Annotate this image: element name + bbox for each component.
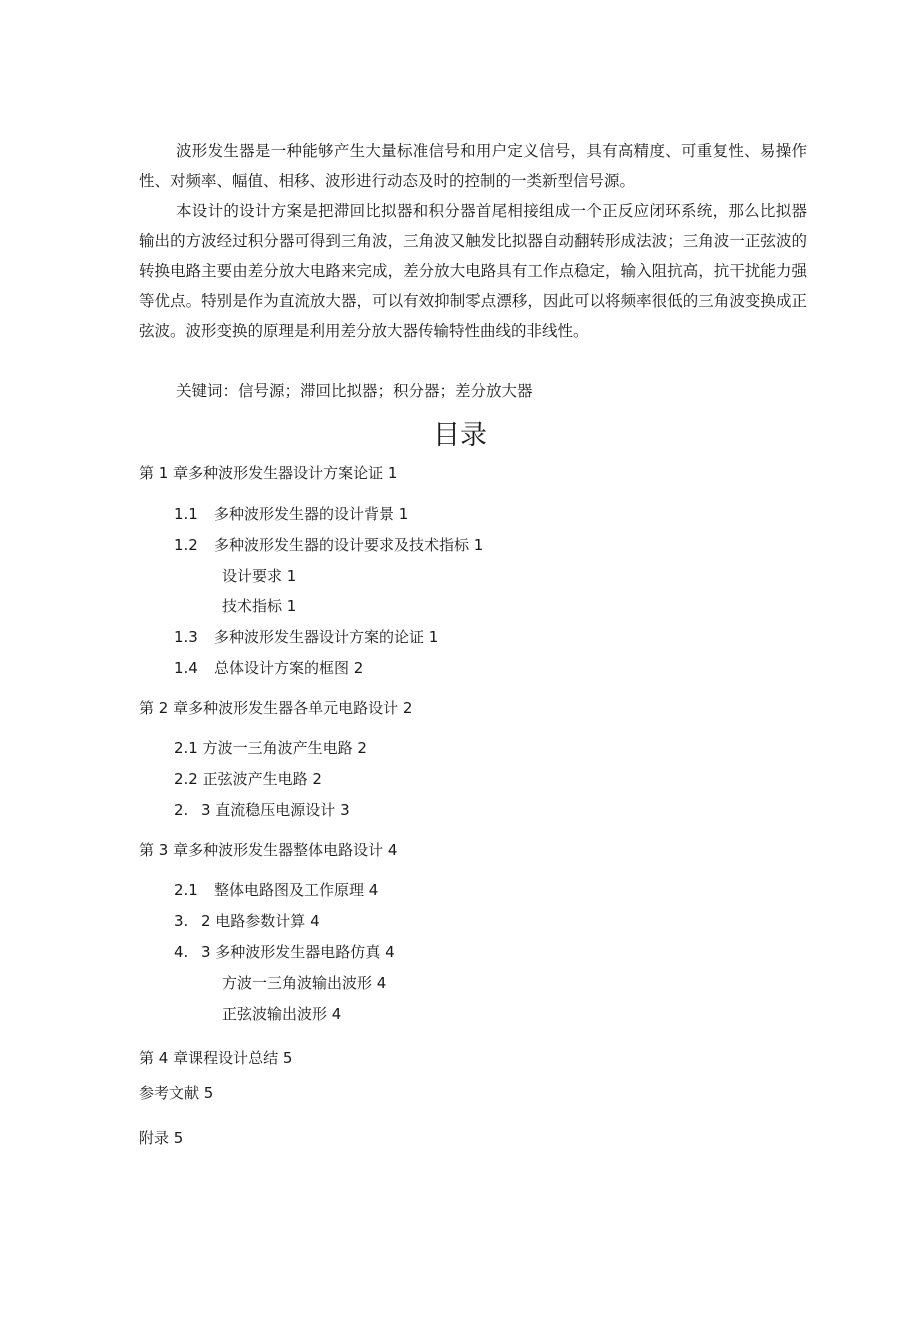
- toc-entry-text: 第 1 章多种波形发生器设计方案论证 1: [139, 464, 398, 482]
- toc-entry-text: 3 多种波形发生器电路仿真 4: [201, 943, 395, 961]
- toc-subsection-sine-output[interactable]: [222, 1003, 341, 1025]
- toc-section-2-1[interactable]: [174, 737, 367, 759]
- toc-entry-text: 总体设计方案的框图 2: [214, 659, 364, 677]
- toc-subsection-design-requirements[interactable]: [222, 565, 296, 587]
- abstract-paragraph-2: 本设计的设计方案是把滞回比拟器和积分器首尾相接组成一个正反应闭环系统，那么比拟器输出的方波经过积分器可得到三角波，三角波又触发比拟器自动翻转形成法波；三角波一正弦波的转换电路主要由差分放大电路来完成，差分放大电路具有工作点稳定，输入阻抗高，抗干扰能力强等优点。特别是作为直流放大器，可以有效抑制零点漂移，因此可以将频率很低的三角波变换成正弦波。波形变换的原理是利用差分放大器传输特性曲线的非线性。: [139, 202, 807, 340]
- toc-entry-text: 方波一三角波输出波形 4: [222, 974, 387, 992]
- toc-chapter-3[interactable]: [139, 839, 397, 861]
- toc-entry-text: 设计要求 1: [222, 567, 297, 585]
- toc-entry-number: 1.1: [174, 505, 198, 523]
- abstract-section: [139, 136, 807, 406]
- toc-entry-text: 多种波形发生器的设计背景 1: [214, 505, 409, 523]
- toc-entry-text: 整体电路图及工作原理 4: [214, 881, 379, 899]
- toc-entry-text: 第 2 章多种波形发生器各单元电路设计 2: [139, 699, 413, 717]
- toc-subsection-square-triangle-output[interactable]: [222, 972, 386, 994]
- keywords-line: 关键词：信号源；滞回比拟器；积分器；差分放大器: [176, 382, 533, 400]
- toc-entry-text: 2.2 正弦波产生电路 2: [174, 770, 322, 788]
- toc-references[interactable]: [139, 1082, 213, 1104]
- toc-entry-number: 1.2: [174, 536, 198, 554]
- toc-chapter-4[interactable]: [139, 1047, 292, 1069]
- toc-entry-number: 2.: [174, 801, 189, 819]
- toc-entry-number: 3.: [174, 912, 189, 930]
- toc-entry-text: 多种波形发生器设计方案的论证 1: [214, 628, 439, 646]
- toc-section-3-1[interactable]: [174, 879, 378, 901]
- toc-title: 目录: [433, 420, 487, 451]
- toc-section-3-3[interactable]: [174, 941, 395, 963]
- toc-entry-text: 技术指标 1: [222, 597, 297, 615]
- toc-entry-text: 2 电路参数计算 4: [201, 912, 320, 930]
- toc-chapter-2[interactable]: [139, 697, 412, 719]
- toc-entry-text: 2.1 方波一三角波产生电路 2: [174, 739, 367, 757]
- toc-entry-number: 2.1: [174, 881, 198, 899]
- toc-chapter-1[interactable]: [139, 462, 397, 484]
- toc-section-1-1[interactable]: [174, 503, 408, 525]
- toc-entry-text: 正弦波输出波形 4: [222, 1005, 342, 1023]
- toc-entry-number: 1.4: [174, 659, 198, 677]
- toc-entry-number: 4.: [174, 943, 189, 961]
- toc-entry-text: 3 直流稳压电源设计 3: [201, 801, 350, 819]
- toc-section-1-4[interactable]: [174, 657, 363, 679]
- toc-entry-text: 第 3 章多种波形发生器整体电路设计 4: [139, 841, 398, 859]
- toc-entry-text: 多种波形发生器的设计要求及技术指标 1: [214, 536, 484, 554]
- toc-entry-text: 附录 5: [139, 1129, 184, 1147]
- toc-entry-text: 参考文献 5: [139, 1084, 214, 1102]
- toc-subsection-technical-specs[interactable]: [222, 595, 296, 617]
- toc-entry-number: 1.3: [174, 628, 198, 646]
- toc-section-1-3[interactable]: [174, 626, 438, 648]
- toc-section-3-2[interactable]: [174, 910, 320, 932]
- toc-section-2-3[interactable]: [174, 799, 350, 821]
- toc-section-1-2[interactable]: [174, 534, 483, 556]
- toc-entry-text: 第 4 章课程设计总结 5: [139, 1049, 293, 1067]
- abstract-paragraph-1: 波形发生器是一种能够产生大量标准信号和用户定义信号，具有高精度、可重复性、易操作性、对频率、幅值、相移、波形进行动态及时的控制的一类新型信号源。: [139, 142, 807, 190]
- toc-appendix[interactable]: [139, 1127, 183, 1149]
- toc-section-2-2[interactable]: [174, 768, 322, 790]
